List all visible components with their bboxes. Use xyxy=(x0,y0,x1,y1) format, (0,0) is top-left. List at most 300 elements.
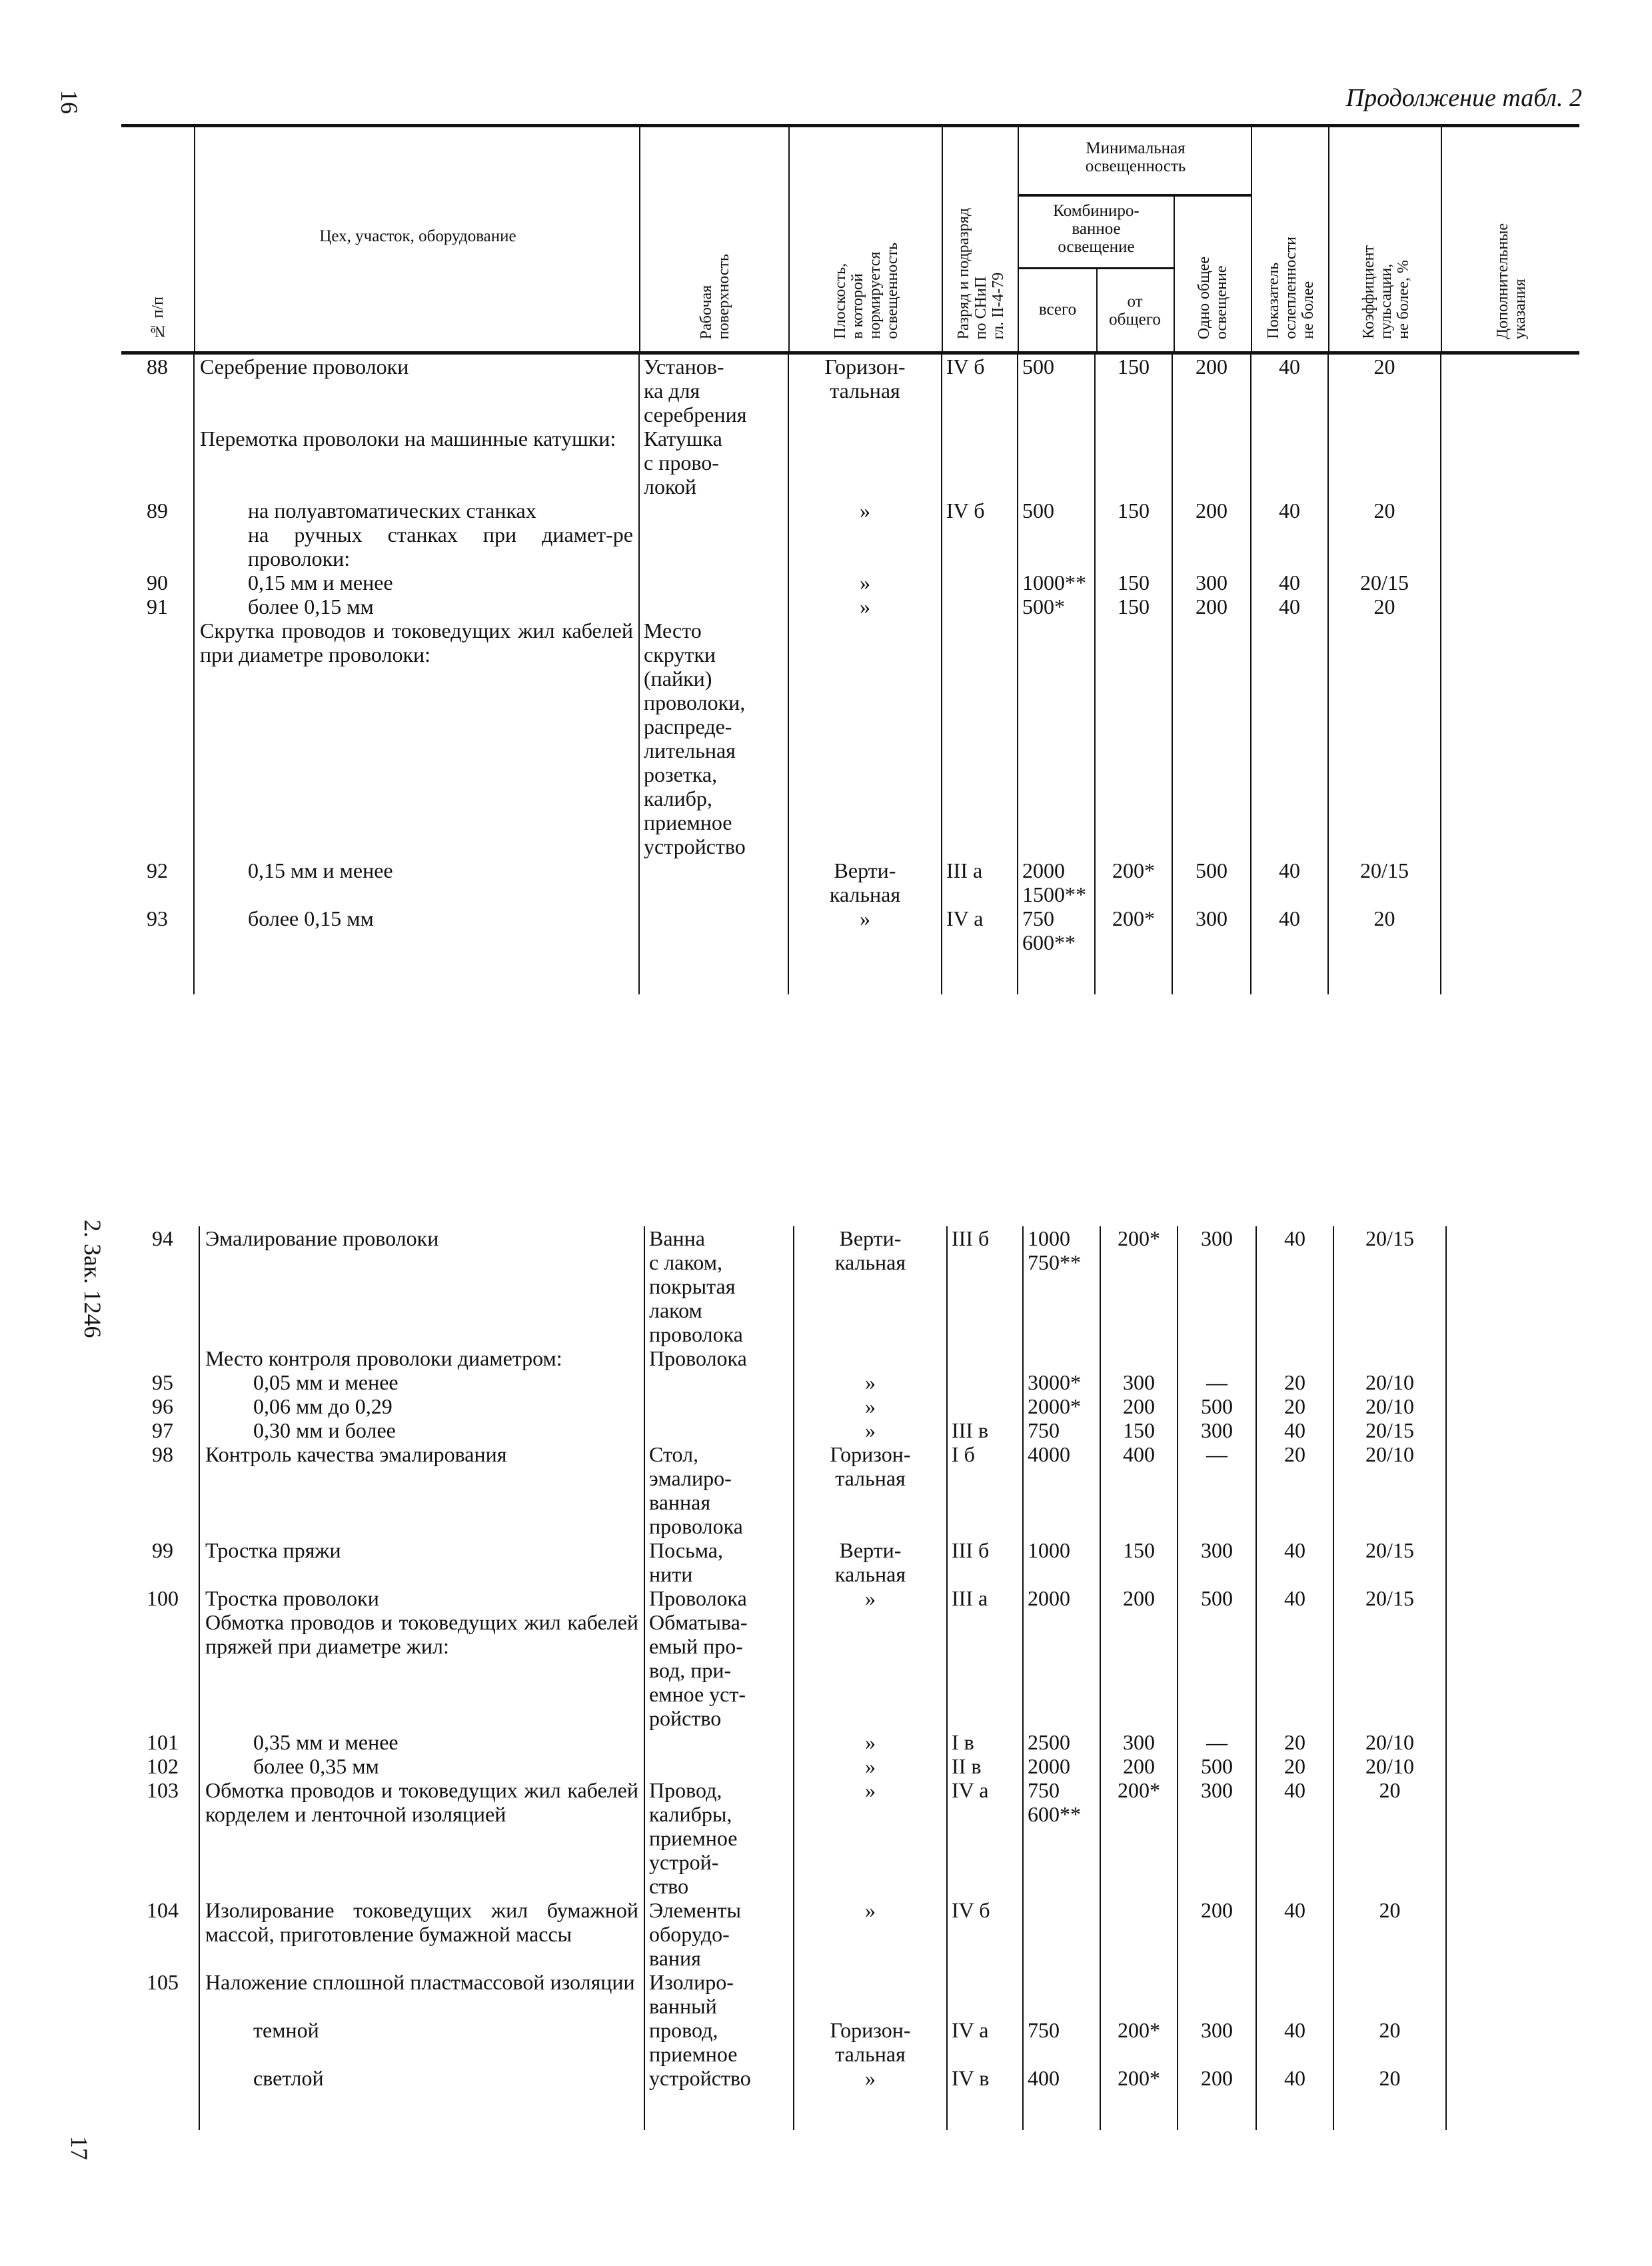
table-group-row xyxy=(121,618,1579,858)
table-row xyxy=(127,1898,1585,1970)
cell-grade: I б xyxy=(947,1442,1023,1538)
cell-pulsation: 20/15 xyxy=(1333,1538,1446,1586)
cell-from-general: 200 xyxy=(1100,1394,1178,1418)
header-notes xyxy=(1441,127,1581,351)
cell-surface: Элементы оборудо- вания xyxy=(644,1898,794,1970)
table-bottom-space xyxy=(127,2090,1585,2130)
cell-total: 500 xyxy=(1018,499,1095,523)
header-grade-label: Разряд и подразряд по СНиП гл. II-4-79 xyxy=(955,207,1007,339)
empty-cell xyxy=(1333,2090,1446,2130)
cell-surface: Установ- ка для серебрения xyxy=(639,355,788,427)
empty-cell xyxy=(127,2090,199,2130)
empty-cell xyxy=(947,2090,1023,2130)
cell-plane xyxy=(794,1970,947,2018)
cell-from-general xyxy=(1100,1898,1178,1970)
cell-from-general: 200* xyxy=(1100,2066,1178,2090)
cell-notes xyxy=(1446,1394,1585,1418)
cell-glare: 40 xyxy=(1256,1538,1333,1586)
cell-name: 0,06 мм до 0,29 xyxy=(199,1394,644,1418)
cell-pulsation xyxy=(1328,618,1441,858)
cell-surface: Стол, эмалиро- ванная проволока xyxy=(644,1442,794,1538)
cell-pulsation: 20 xyxy=(1328,499,1441,523)
cell-num: 94 xyxy=(152,1226,173,1250)
table-group-row xyxy=(127,2066,1585,2090)
cell-glare: 40 xyxy=(1251,570,1328,594)
cell-notes xyxy=(1446,2018,1585,2066)
cell-notes xyxy=(1446,1970,1585,2018)
cell-num: 89 xyxy=(147,499,168,523)
cell-name: 0,05 мм и менее xyxy=(199,1370,644,1394)
cell-general-only: 200 xyxy=(1172,499,1251,523)
cell-general-only xyxy=(1172,523,1251,570)
cell-general-only: 200 xyxy=(1172,594,1251,618)
cell-name: Контроль качества эмалирования xyxy=(199,1442,644,1538)
cell-glare: 40 xyxy=(1251,499,1328,523)
header-glare xyxy=(1251,127,1329,351)
cell-pulsation: 20/10 xyxy=(1333,1394,1446,1418)
cell-surface xyxy=(639,499,788,523)
cell-surface xyxy=(644,1418,794,1442)
header-name-label: Цех, участок, оборудование xyxy=(319,227,516,245)
cell-surface xyxy=(644,1370,794,1394)
cell-notes xyxy=(1441,427,1579,499)
cell-from-general: 150 xyxy=(1095,594,1172,618)
header-pulsation-label: Коэффициент пульсации, не более, % xyxy=(1359,245,1412,339)
cell-general-only: — xyxy=(1178,1370,1256,1394)
cell-plane: Верти- кальная xyxy=(794,1226,947,1346)
cell-name: Скрутка проводов и токоведущих жил кабелей при диаметре проволоки: xyxy=(194,618,639,858)
cell-grade xyxy=(947,1346,1023,1370)
cell-surface: Изолиро- ванный xyxy=(644,1970,794,2018)
cell-glare xyxy=(1251,618,1328,858)
cell-name: Изолирование токоведущих жил бумажной массой, приготовление бумажной массы xyxy=(199,1898,644,1970)
cell-plane: » xyxy=(794,1418,947,1442)
cell-glare xyxy=(1256,1610,1333,1730)
cell-plane: » xyxy=(794,1730,947,1754)
table-bottom-space xyxy=(121,954,1579,994)
table-row xyxy=(127,1586,1585,1610)
cell-name: темной xyxy=(199,2018,644,2066)
table-row xyxy=(127,1418,1585,1442)
cell-pulsation: 20 xyxy=(1333,2066,1446,2090)
table-group-row xyxy=(127,1610,1585,1730)
cell-from-general: 150 xyxy=(1095,355,1172,427)
cell-notes xyxy=(1441,570,1579,594)
cell-name: Перемотка проволоки на машинные катушки: xyxy=(194,427,639,499)
empty-cell xyxy=(1100,2090,1178,2130)
cell-glare: 40 xyxy=(1251,858,1328,906)
cell-glare: 40 xyxy=(1251,906,1328,954)
cell-pulsation: 20 xyxy=(1333,1898,1446,1970)
cell-plane: Горизон- тальная xyxy=(794,2018,947,2066)
cell-general-only: 300 xyxy=(1178,1226,1256,1346)
header-plane xyxy=(788,127,943,351)
cell-name: Обмотка проводов и токоведущих жил кабелей пряжей при диаметре жил: xyxy=(199,1610,644,1730)
table-row xyxy=(127,1538,1585,1586)
cell-surface: Место скрутки (пайки) проволоки, распреде- лительная розетка, калибр, приемное устройство xyxy=(639,618,788,858)
cell-total: 750 600** xyxy=(1023,1778,1100,1898)
cell-plane: » xyxy=(794,1394,947,1418)
cell-plane: » xyxy=(794,2066,947,2090)
cell-total: 750 xyxy=(1023,1418,1100,1442)
cell-num xyxy=(127,1610,199,1730)
cell-plane xyxy=(794,1346,947,1370)
cell-total: 1000 xyxy=(1023,1538,1100,1586)
cell-surface xyxy=(639,858,788,906)
cell-glare: 20 xyxy=(1256,1442,1333,1538)
table-row xyxy=(127,1778,1585,1898)
cell-num xyxy=(127,2018,199,2066)
cell-general-only: 300 xyxy=(1178,1538,1256,1586)
cell-num: 93 xyxy=(147,906,168,930)
table-group-row xyxy=(121,523,1579,570)
cell-from-general xyxy=(1095,618,1172,858)
cell-pulsation: 20 xyxy=(1328,906,1441,954)
empty-cell xyxy=(199,2090,644,2130)
table-row xyxy=(121,594,1579,618)
cell-notes xyxy=(1446,1730,1585,1754)
cell-total: 2000 xyxy=(1023,1586,1100,1610)
cell-grade: IV а xyxy=(947,1778,1023,1898)
cell-glare: 40 xyxy=(1251,355,1328,427)
header-surface-label: Рабочая поверхность xyxy=(698,253,732,339)
empty-cell xyxy=(942,954,1018,994)
cell-plane xyxy=(788,427,942,499)
cell-from-general: 200* xyxy=(1100,1778,1178,1898)
cell-grade: IV а xyxy=(942,906,1018,954)
cell-general-only: 200 xyxy=(1178,2066,1256,2090)
cell-grade: III а xyxy=(947,1586,1023,1610)
cell-total: 2000* xyxy=(1023,1394,1100,1418)
cell-general-only: 500 xyxy=(1178,1586,1256,1610)
header-plane-label: Плоскость, в которой нормируется освещенность xyxy=(832,243,901,339)
cell-num: 95 xyxy=(152,1370,173,1394)
cell-notes xyxy=(1446,1226,1585,1346)
cell-general-only: — xyxy=(1178,1442,1256,1538)
cell-general-only: 500 xyxy=(1172,858,1251,906)
empty-cell xyxy=(121,954,194,994)
cell-glare: 40 xyxy=(1256,2018,1333,2066)
cell-grade xyxy=(942,523,1018,570)
cell-plane: » xyxy=(794,1898,947,1970)
cell-notes xyxy=(1446,1778,1585,1898)
header-notes-label: Дополнительные указания xyxy=(1494,223,1529,339)
table-part-2 xyxy=(127,1226,1585,2130)
cell-surface: провод, приемное xyxy=(644,2018,794,2066)
cell-plane: » xyxy=(794,1370,947,1394)
cell-general-only xyxy=(1172,427,1251,499)
cell-pulsation: 20/15 xyxy=(1328,858,1441,906)
cell-general-only: 300 xyxy=(1172,570,1251,594)
cell-grade xyxy=(947,1370,1023,1394)
cell-surface: Проволока xyxy=(644,1346,794,1370)
cell-total: 1000** xyxy=(1018,570,1095,594)
cell-grade xyxy=(947,1970,1023,2018)
cell-num xyxy=(121,523,194,570)
cell-surface xyxy=(639,906,788,954)
cell-notes xyxy=(1446,1754,1585,1778)
table-part-1 xyxy=(121,355,1579,994)
cell-num xyxy=(127,2066,199,2090)
cell-general-only: 300 xyxy=(1172,906,1251,954)
cell-general-only: 500 xyxy=(1178,1754,1256,1778)
cell-num: 100 xyxy=(147,1586,179,1610)
cell-from-general xyxy=(1100,1970,1178,2018)
cell-grade: IV в xyxy=(947,2066,1023,2090)
cell-surface: Провод, калибры, приемное устрой- ство xyxy=(644,1778,794,1898)
cell-from-general: 300 xyxy=(1100,1730,1178,1754)
cell-notes xyxy=(1446,1418,1585,1442)
cell-name: на ручных станках при диамет-ре проволоки: xyxy=(194,523,639,570)
cell-pulsation xyxy=(1333,1346,1446,1370)
cell-surface xyxy=(644,1394,794,1418)
cell-surface: Обматыва- емый про- вод, при- емное уст- ройство xyxy=(644,1610,794,1730)
cell-name: 0,15 мм и менее xyxy=(194,858,639,906)
cell-from-general: 150 xyxy=(1095,570,1172,594)
cell-num: 103 xyxy=(147,1778,179,1802)
header-glare-label: Показатель ослепленности не более xyxy=(1265,237,1317,339)
empty-cell xyxy=(194,954,639,994)
cell-grade xyxy=(942,618,1018,858)
cell-grade: IV б xyxy=(942,499,1018,523)
cell-from-general: 200* xyxy=(1095,906,1172,954)
cell-name: более 0,15 мм xyxy=(194,906,639,954)
cell-glare: 20 xyxy=(1256,1370,1333,1394)
cell-total: 500* xyxy=(1018,594,1095,618)
cell-plane xyxy=(788,618,942,858)
header-from-general-label: от общего xyxy=(1109,293,1161,329)
cell-num: 104 xyxy=(147,1898,179,1922)
cell-grade: III б xyxy=(947,1538,1023,1586)
cell-glare: 20 xyxy=(1256,1394,1333,1418)
cell-general-only xyxy=(1178,1610,1256,1730)
cell-glare xyxy=(1256,1346,1333,1370)
header-num-label: № п/п xyxy=(149,296,167,339)
cell-glare: 40 xyxy=(1256,2066,1333,2090)
cell-from-general: 300 xyxy=(1100,1370,1178,1394)
cell-total: 2500 xyxy=(1023,1730,1100,1754)
cell-from-general: 200* xyxy=(1100,1226,1178,1346)
cell-grade: III в xyxy=(947,1418,1023,1442)
table-row xyxy=(121,570,1579,594)
cell-glare xyxy=(1251,523,1328,570)
cell-plane xyxy=(788,523,942,570)
cell-from-general: 150 xyxy=(1100,1538,1178,1586)
cell-pulsation: 20/10 xyxy=(1333,1730,1446,1754)
order-note: 2. Зак. 1246 xyxy=(79,1220,106,1338)
cell-notes xyxy=(1446,1898,1585,1970)
cell-plane: » xyxy=(788,594,942,618)
header-general-only-label: Одно общее освещение xyxy=(1196,256,1230,339)
cell-from-general: 150 xyxy=(1100,1418,1178,1442)
header-grade xyxy=(942,127,1019,351)
cell-plane: » xyxy=(788,570,942,594)
cell-from-general xyxy=(1100,1346,1178,1370)
cell-grade: IV а xyxy=(947,2018,1023,2066)
cell-total xyxy=(1023,1970,1100,2018)
cell-surface xyxy=(639,570,788,594)
cell-name: Тростка проволоки xyxy=(199,1586,644,1610)
cell-pulsation: 20/15 xyxy=(1328,570,1441,594)
cell-notes xyxy=(1446,1586,1585,1610)
cell-name: более 0,15 мм xyxy=(194,594,639,618)
cell-num: 102 xyxy=(147,1754,179,1778)
cell-surface: Посьма, нити xyxy=(644,1538,794,1586)
cell-name: Серебрение проволоки xyxy=(194,355,639,427)
empty-cell xyxy=(639,954,788,994)
cell-name: 0,35 мм и менее xyxy=(199,1730,644,1754)
table-row xyxy=(127,1970,1585,2018)
cell-total: 1000 750** xyxy=(1023,1226,1100,1346)
cell-num: 99 xyxy=(152,1538,173,1562)
cell-surface xyxy=(639,523,788,570)
cell-general-only: 500 xyxy=(1178,1394,1256,1418)
empty-cell xyxy=(1018,954,1095,994)
cell-from-general: 400 xyxy=(1100,1442,1178,1538)
cell-total: 4000 xyxy=(1023,1442,1100,1538)
cell-pulsation: 20 xyxy=(1328,594,1441,618)
empty-cell xyxy=(1023,2090,1100,2130)
cell-notes xyxy=(1446,2066,1585,2090)
cell-grade: III б xyxy=(947,1226,1023,1346)
cell-surface: устройство xyxy=(644,2066,794,2090)
cell-general-only xyxy=(1178,1970,1256,2018)
cell-name: 0,30 мм и более xyxy=(199,1418,644,1442)
cell-num: 97 xyxy=(152,1418,173,1442)
cell-num: 96 xyxy=(152,1394,173,1418)
empty-cell xyxy=(1095,954,1172,994)
empty-cell xyxy=(1178,2090,1256,2130)
cell-notes xyxy=(1441,499,1579,523)
header-num xyxy=(121,127,194,351)
empty-cell xyxy=(1441,954,1579,994)
header-total-label: всего xyxy=(1038,301,1077,319)
cell-name: Тростка пряжи xyxy=(199,1538,644,1586)
cell-num: 105 xyxy=(147,1970,179,1994)
table-row xyxy=(121,906,1579,954)
cell-general-only xyxy=(1178,1346,1256,1370)
cell-num: 101 xyxy=(147,1730,179,1754)
empty-cell xyxy=(1251,954,1328,994)
cell-total: 2000 1500** xyxy=(1018,858,1095,906)
cell-total xyxy=(1018,618,1095,858)
cell-notes xyxy=(1446,1370,1585,1394)
header-min-group-label: Минимальная освещенность xyxy=(1085,139,1186,175)
empty-cell xyxy=(1328,954,1441,994)
table-row xyxy=(121,355,1579,427)
table-row xyxy=(127,1442,1585,1538)
cell-plane: Верти- кальная xyxy=(794,1538,947,1586)
cell-pulsation: 20 xyxy=(1333,1778,1446,1898)
cell-from-general xyxy=(1100,1610,1178,1730)
cell-plane: Горизон- тальная xyxy=(788,355,942,427)
cell-num: 88 xyxy=(147,355,168,379)
cell-total xyxy=(1023,1346,1100,1370)
cell-grade xyxy=(942,427,1018,499)
cell-surface xyxy=(644,1730,794,1754)
cell-grade xyxy=(942,594,1018,618)
cell-name: Наложение сплошной пластмассовой изоляции xyxy=(199,1970,644,2018)
cell-notes xyxy=(1441,594,1579,618)
table-row xyxy=(127,1370,1585,1394)
empty-cell xyxy=(794,2090,947,2130)
cell-from-general: 150 xyxy=(1095,499,1172,523)
cell-glare: 20 xyxy=(1256,1730,1333,1754)
cell-plane: » xyxy=(794,1586,947,1610)
cell-from-general: 200* xyxy=(1100,2018,1178,2066)
cell-surface: Катушка с прово- локой xyxy=(639,427,788,499)
cell-from-general: 200* xyxy=(1095,858,1172,906)
cell-pulsation xyxy=(1328,427,1441,499)
table-row xyxy=(127,1754,1585,1778)
cell-notes xyxy=(1446,1610,1585,1730)
cell-name: светлой xyxy=(199,2066,644,2090)
cell-total: 500 xyxy=(1018,355,1095,427)
cell-pulsation: 20 xyxy=(1328,355,1441,427)
cell-notes xyxy=(1441,523,1579,570)
header-min-group xyxy=(1018,127,1252,351)
cell-general-only: 200 xyxy=(1178,1898,1256,1970)
cell-pulsation xyxy=(1328,523,1441,570)
cell-pulsation: 20 xyxy=(1333,2018,1446,2066)
cell-total: 750 600** xyxy=(1018,906,1095,954)
cell-plane xyxy=(794,1610,947,1730)
cell-pulsation: 20/15 xyxy=(1333,1418,1446,1442)
cell-surface xyxy=(644,1754,794,1778)
cell-pulsation: 20/10 xyxy=(1333,1370,1446,1394)
header-surface xyxy=(639,127,790,351)
cell-general-only: 200 xyxy=(1172,355,1251,427)
cell-total xyxy=(1018,427,1095,499)
cell-pulsation xyxy=(1333,1970,1446,2018)
header-combined-label: Комбиниро- ванное освещение xyxy=(1053,202,1140,256)
empty-cell xyxy=(788,954,942,994)
table-continuation-caption: Продолжение табл. 2 xyxy=(1345,84,1582,112)
cell-name: на полуавтоматических станках xyxy=(194,499,639,523)
cell-glare xyxy=(1256,1970,1333,2018)
cell-from-general: 200 xyxy=(1100,1754,1178,1778)
cell-general-only: — xyxy=(1178,1730,1256,1754)
cell-surface: Проволока xyxy=(644,1586,794,1610)
cell-general-only: 300 xyxy=(1178,1778,1256,1898)
cell-notes xyxy=(1441,858,1579,906)
table-row xyxy=(121,858,1579,906)
cell-glare xyxy=(1251,427,1328,499)
header-name xyxy=(194,127,640,351)
cell-name: Эмалирование проволоки xyxy=(199,1226,644,1346)
cell-grade xyxy=(942,570,1018,594)
cell-plane: » xyxy=(788,906,942,954)
cell-grade: III а xyxy=(942,858,1018,906)
cell-general-only: 300 xyxy=(1178,1418,1256,1442)
cell-num xyxy=(121,618,194,858)
cell-plane: » xyxy=(788,499,942,523)
cell-name: 0,15 мм и менее xyxy=(194,570,639,594)
cell-pulsation xyxy=(1333,1610,1446,1730)
table-group-row xyxy=(127,2018,1585,2066)
empty-cell xyxy=(644,2090,794,2130)
cell-glare: 40 xyxy=(1256,1898,1333,1970)
cell-plane: » xyxy=(794,1778,947,1898)
cell-pulsation: 20/15 xyxy=(1333,1586,1446,1610)
cell-num: 90 xyxy=(147,570,168,594)
cell-from-general xyxy=(1095,427,1172,499)
table-row xyxy=(127,1226,1585,1346)
cell-general-only: 300 xyxy=(1178,2018,1256,2066)
cell-notes xyxy=(1446,1442,1585,1538)
table-row xyxy=(127,1394,1585,1418)
cell-from-general xyxy=(1095,523,1172,570)
